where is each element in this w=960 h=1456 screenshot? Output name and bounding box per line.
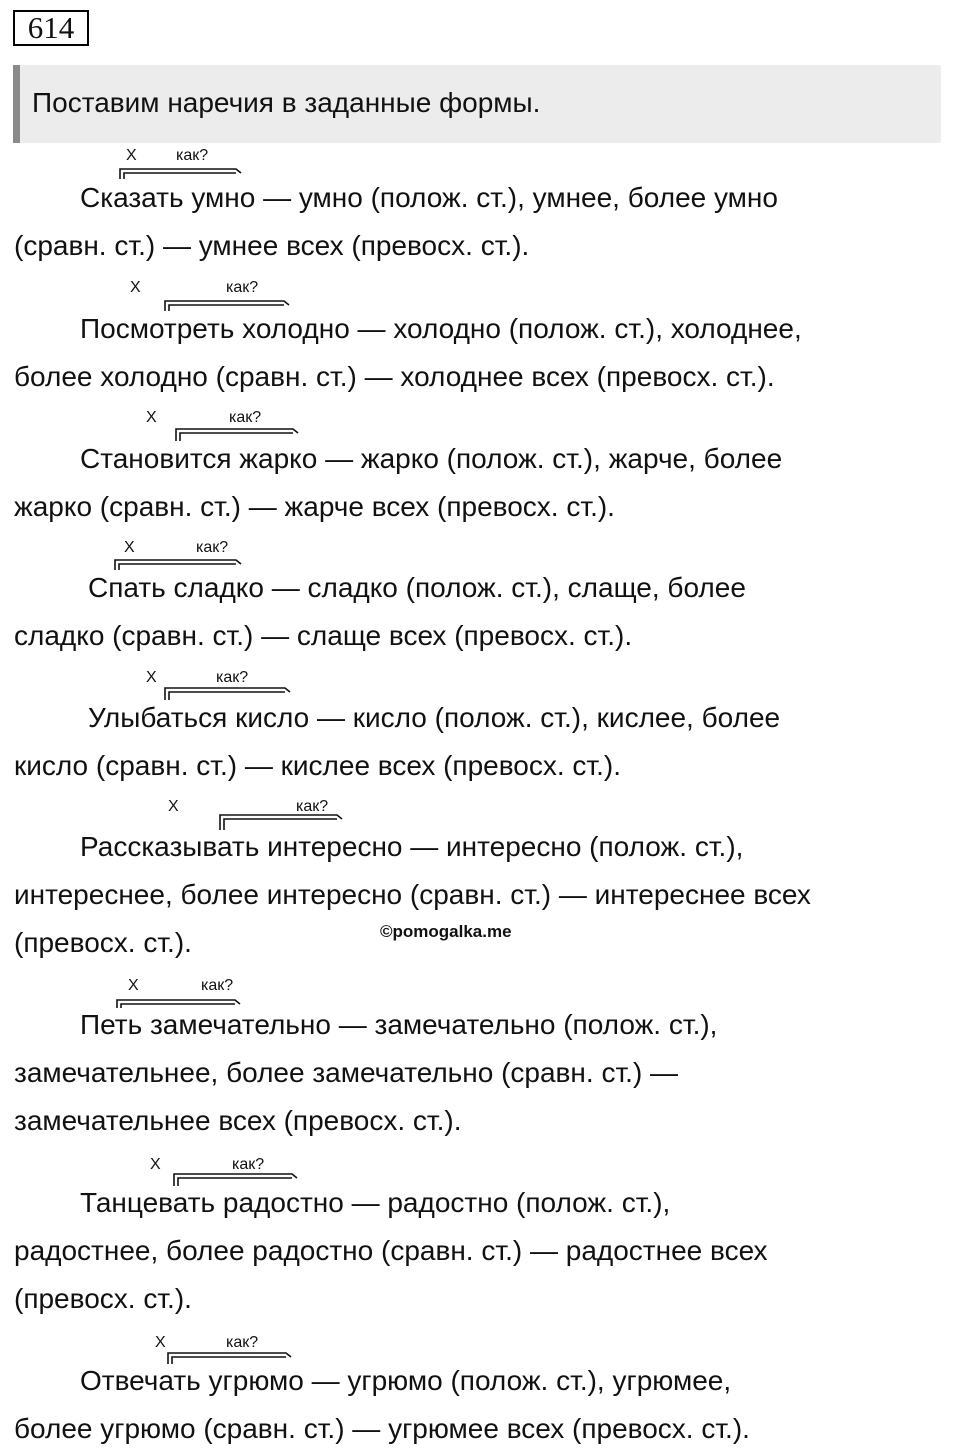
annotation-mark: X <box>155 1334 166 1351</box>
entry-line: (сравн. ст.) — умнее всех (превосх. ст.). <box>14 230 530 261</box>
annotation-mark: X <box>130 279 141 296</box>
entry-line: Посмотреть холодно — холодно (полож. ст.), холоднее, <box>80 313 802 344</box>
entry-4 <box>0 534 960 664</box>
annotation-question: как? <box>176 147 209 164</box>
annotation-question: как? <box>232 1156 265 1173</box>
entry-line: кисло (сравн. ст.) — кислее всех (превосх. ст.). <box>14 750 622 781</box>
entry-line: радостнее, более радостно (сравн. ст.) — радостнее всех <box>14 1235 768 1266</box>
entry-line: более холодно (сравн. ст.) — холоднее всех (превосх. ст.). <box>14 361 775 392</box>
entry-line: сладко (сравн. ст.) — слаще всех (превосх. ст.). <box>14 620 633 651</box>
entry-line: Танцевать радостно — радостно (полож. ст.), <box>80 1187 671 1218</box>
entry-line: более угрюмо (сравн. ст.) — угрюмее всех (превосх. ст.). <box>14 1413 750 1444</box>
annotation-mark: X <box>126 147 137 164</box>
annotation-mark: X <box>128 977 139 994</box>
syntax-annotation <box>0 405 960 441</box>
annotation-mark: X <box>168 798 179 815</box>
syntax-annotation <box>0 143 960 179</box>
watermark: ©pomogalka.me <box>380 922 512 941</box>
entry-2 <box>0 275 960 405</box>
annotation-mark: X <box>150 1156 161 1173</box>
task-number: 614 <box>13 10 89 46</box>
entry-3 <box>0 405 960 535</box>
entry-line: интереснее, более интересно (сравн. ст.) — интереснее всех <box>14 879 811 910</box>
syntax-annotation <box>0 1150 960 1186</box>
annotation-mark: X <box>146 669 157 686</box>
annotation-question: как? <box>296 798 329 815</box>
entry-line: Отвечать угрюмо — угрюмо (полож. ст.), угрюмее, <box>80 1365 732 1396</box>
entry-8 <box>0 1150 960 1320</box>
syntax-annotation <box>0 275 960 311</box>
annotation-mark: X <box>146 409 157 426</box>
entry-line: Сказать умно — умно (полож. ст.), умнее, более умно <box>80 182 778 213</box>
syntax-annotation <box>0 1328 960 1364</box>
entry-line: Рассказывать интересно — интересно (полож. ст.), <box>80 831 744 862</box>
entry-line: Улыбаться кисло — кисло (полож. ст.), кислее, более <box>88 702 781 733</box>
entry-7 <box>0 972 960 1142</box>
annotation-mark: X <box>124 539 135 556</box>
annotation-question: как? <box>216 669 249 686</box>
entry-line: (превосх. ст.). <box>14 927 192 958</box>
entry-line: Становится жарко — жарко (полож. ст.), жарче, более <box>80 443 783 474</box>
entry-5 <box>0 664 960 794</box>
entry-1 <box>0 143 960 273</box>
banner-text: Поставим наречия в заданные формы. <box>32 87 541 118</box>
entry-line: замечательнее всех (превосх. ст.). <box>14 1105 462 1136</box>
annotation-question: как? <box>226 1334 259 1351</box>
entry-line: (превосх. ст.). <box>14 1283 192 1314</box>
syntax-annotation <box>0 534 960 570</box>
syntax-annotation <box>0 972 960 1008</box>
annotation-question: как? <box>226 279 259 296</box>
syntax-annotation <box>0 794 960 830</box>
annotation-question: как? <box>229 409 262 426</box>
annotation-question: как? <box>196 539 229 556</box>
task-banner <box>13 65 941 143</box>
entry-line: Петь замечательно — замечательно (полож. ст.), <box>80 1009 718 1040</box>
entry-9 <box>0 1328 960 1454</box>
entry-line: Спать сладко — сладко (полож. ст.), слаще, более <box>88 572 746 603</box>
entry-line: замечательнее, более замечательно (сравн. ст.) — <box>14 1057 679 1088</box>
entry-line: жарко (сравн. ст.) — жарче всех (превосх. ст.). <box>14 491 615 522</box>
syntax-annotation <box>0 664 960 700</box>
annotation-question: как? <box>201 977 234 994</box>
